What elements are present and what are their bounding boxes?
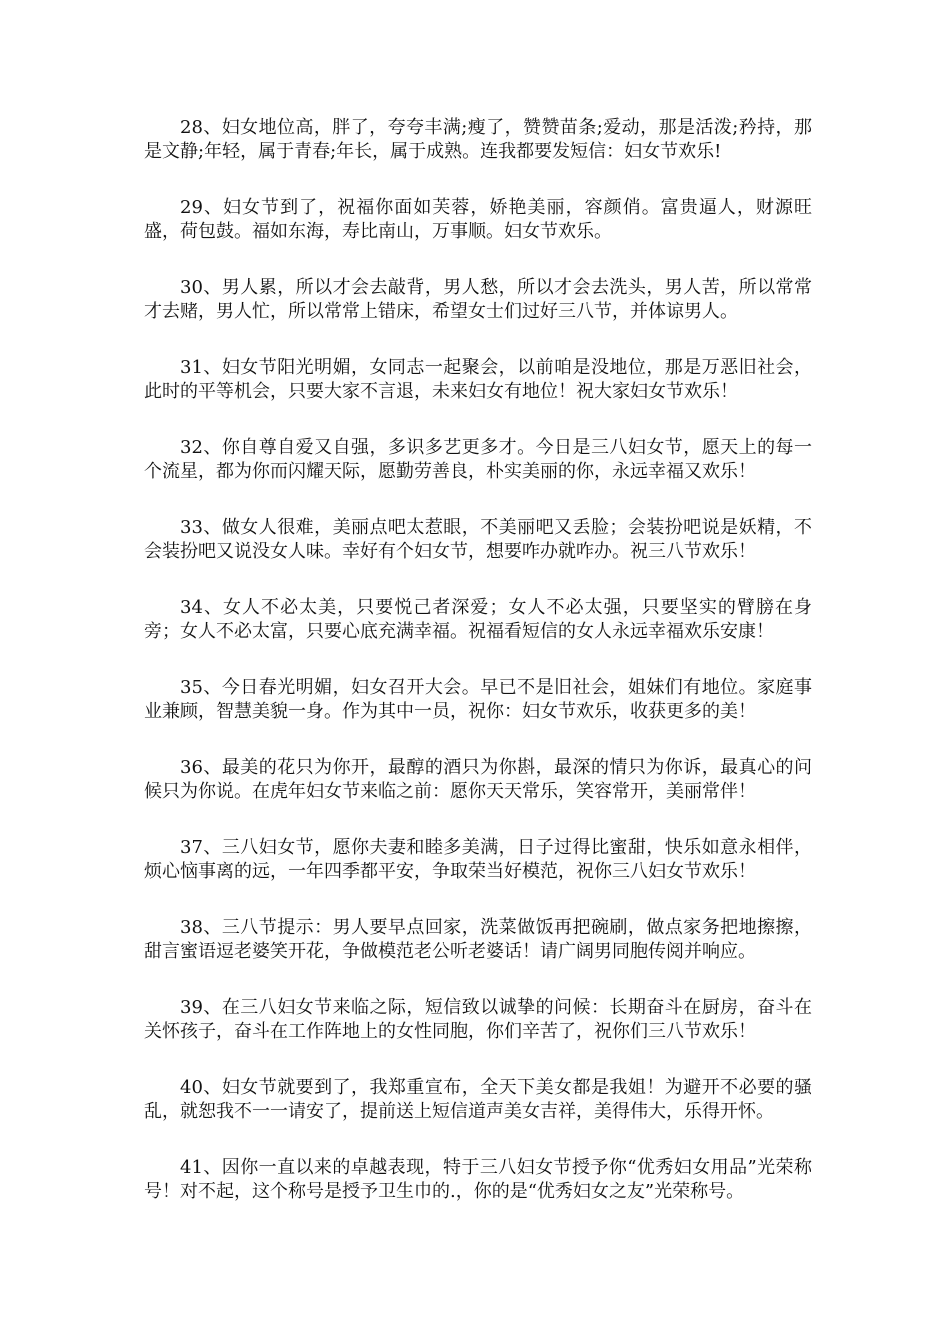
paragraph-39: 39、在三八妇女节来临之际，短信致以诚挚的问候：长期奋斗在厨房，奋斗在关怀孩子，奋斗在工作阵地上的女性同胞，你们辛苦了，祝你们三八节欢乐！ [144,997,812,1042]
paragraph-36: 36、最美的花只为你开，最醇的酒只为你斟，最深的情只为你诉，最真心的问候只为你说。在虎年妇女节来临之前：愿你天天常乐，笑容常开，美丽常伴！ [144,757,812,802]
paragraph-32: 32、你自尊自爱又自强，多识多艺更多才。今日是三八妇女节，愿天上的每一个流星，都为你而闪耀天际，愿勤劳善良，朴实美丽的你，永远幸福又欢乐！ [144,437,812,482]
paragraph-28: 28、妇女地位高，胖了，夸夸丰满;瘦了，赞赞苗条;爱动，那是活泼;矜持，那是文静;年轻，属于青春;年长，属于成熟。连我都要发短信：妇女节欢乐! [144,117,812,162]
paragraph-37: 37、三八妇女节，愿你夫妻和睦多美满，日子过得比蜜甜，快乐如意永相伴，烦心恼事离的远，一年四季都平安，争取荣当好模范，祝你三八妇女节欢乐！ [144,837,812,882]
paragraph-31: 31、妇女节阳光明媚，女同志一起聚会，以前咱是没地位，那是万恶旧社会，此时的平等机会，只要大家不言退，未来妇女有地位！祝大家妇女节欢乐！ [144,357,812,402]
paragraph-29: 29、妇女节到了，祝福你面如芙蓉，娇艳美丽，容颜俏。富贵逼人，财源旺盛，荷包鼓。福如东海，寿比南山，万事顺。妇女节欢乐。 [144,197,812,242]
paragraph-34: 34、女人不必太美，只要悦己者深爱；女人不必太强，只要坚实的臂膀在身旁；女人不必太富，只要心底充满幸福。祝福看短信的女人永远幸福欢乐安康！ [144,597,812,642]
paragraph-30: 30、男人累，所以才会去敲背，男人愁，所以才会去洗头，男人苦，所以常常才去赌，男人忙，所以常常上错床，希望女士们过好三八节，并体谅男人。 [144,277,812,322]
paragraph-38: 38、三八节提示：男人要早点回家，洗菜做饭再把碗刷，做点家务把地擦擦，甜言蜜语逗老婆笑开花，争做模范老公听老婆话！请广阔男同胞传阅并响应。 [144,917,812,962]
paragraph-41: 41、因你一直以来的卓越表现，特于三八妇女节授予你“优秀妇女用品”光荣称号！对不起，这个称号是授予卫生巾的.，你的是“优秀妇女之友”光荣称号。 [144,1157,812,1202]
paragraph-40: 40、妇女节就要到了，我郑重宣布，全天下美女都是我姐！为避开不必要的骚乱，就恕我不一一请安了，提前送上短信道声美女吉祥，美得伟大，乐得开怀。 [144,1077,812,1122]
paragraph-33: 33、做女人很难，美丽点吧太惹眼，不美丽吧又丢脸；会装扮吧说是妖精，不会装扮吧又说没女人味。幸好有个妇女节，想要咋办就咋办。祝三八节欢乐！ [144,517,812,562]
document-body [144,116,812,1236]
paragraph-35: 35、今日春光明媚，妇女召开大会。早已不是旧社会，姐妹们有地位。家庭事业兼顾，智慧美貌一身。作为其中一员，祝你：妇女节欢乐，收获更多的美！ [144,677,812,722]
